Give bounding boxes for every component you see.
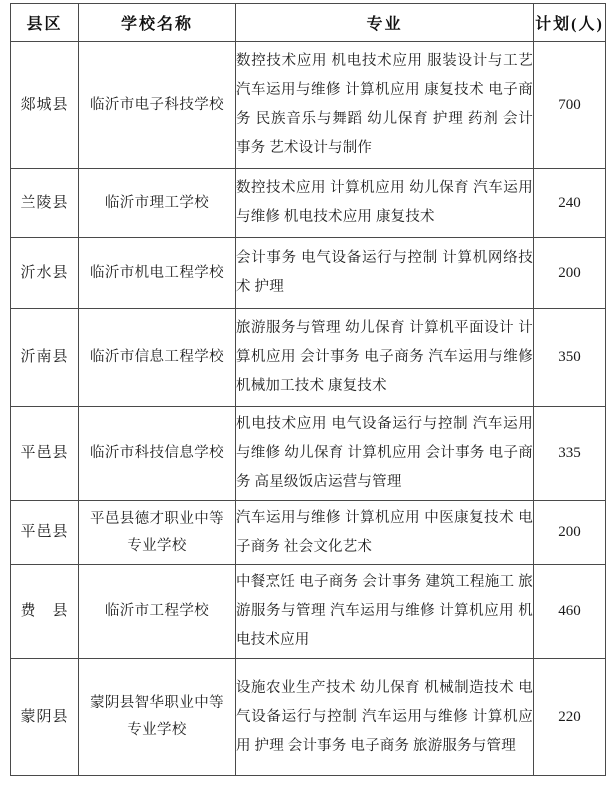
cell-major: 数控技术应用 计算机应用 幼儿保育 汽车运用与维修 机电技术应用 康复技术 bbox=[236, 169, 534, 238]
cell-major: 中餐烹饪 电子商务 会计事务 建筑工程施工 旅游服务与管理 汽车运用与维修 计算机应用 机电技术应用 bbox=[236, 565, 534, 659]
cell-district: 郯城县 bbox=[11, 42, 79, 169]
school-name-line: 临沂市理工学校 bbox=[104, 194, 210, 211]
column-header-school: 学校名称 bbox=[79, 4, 236, 42]
cell-school bbox=[79, 501, 236, 565]
table-row bbox=[11, 407, 606, 501]
table-header bbox=[11, 4, 606, 42]
school-name-line: 临沂市工程学校 bbox=[104, 603, 210, 620]
cell-quota: 700 bbox=[534, 42, 606, 169]
cell-district: 沂水县 bbox=[11, 238, 79, 309]
table-row bbox=[11, 501, 606, 565]
cell-district: 费 县 bbox=[11, 565, 79, 659]
school-name-line: 蒙阴县智华职业中等 bbox=[89, 695, 225, 712]
cell-quota: 335 bbox=[534, 407, 606, 501]
cell-school bbox=[79, 659, 236, 776]
column-header-district: 县区 bbox=[11, 4, 79, 42]
table-header-row bbox=[11, 4, 606, 42]
cell-district: 蒙阴县 bbox=[11, 659, 79, 776]
school-name-line: 临沂市科技信息学校 bbox=[89, 445, 225, 462]
cell-quota: 220 bbox=[534, 659, 606, 776]
cell-quota: 200 bbox=[534, 238, 606, 309]
cell-major: 机电技术应用 电气设备运行与控制 汽车运用与维修 幼儿保育 计算机应用 会计事务 电子商务 高星级饭店运营与管理 bbox=[236, 407, 534, 501]
cell-major: 汽车运用与维修 计算机应用 中医康复技术 电子商务 社会文化艺术 bbox=[236, 501, 534, 565]
table-row bbox=[11, 565, 606, 659]
cell-school bbox=[79, 565, 236, 659]
cell-major: 设施农业生产技术 幼儿保育 机械制造技术 电气设备运行与控制 汽车运用与维修 计算机应用 护理 会计事务 电子商务 旅游服务与管理 bbox=[236, 659, 534, 776]
cell-quota: 460 bbox=[534, 565, 606, 659]
cell-district: 平邑县 bbox=[11, 501, 79, 565]
table-body bbox=[11, 42, 606, 776]
table-row bbox=[11, 169, 606, 238]
school-name-line-2: 专业学校 bbox=[127, 537, 187, 554]
cell-district: 兰陵县 bbox=[11, 169, 79, 238]
cell-quota: 240 bbox=[534, 169, 606, 238]
cell-district: 沂南县 bbox=[11, 309, 79, 407]
school-name-line: 平邑县德才职业中等 bbox=[89, 510, 225, 527]
cell-major: 数控技术应用 机电技术应用 服装设计与工艺 汽车运用与维修 计算机应用 康复技术 电子商务 民族音乐与舞蹈 幼儿保育 护理 药剂 会计事务 艺术设计与制作 bbox=[236, 42, 534, 169]
cell-quota: 350 bbox=[534, 309, 606, 407]
column-header-quota: 计划(人) bbox=[534, 4, 606, 42]
school-name-line-2: 专业学校 bbox=[127, 722, 187, 738]
cell-school bbox=[79, 238, 236, 309]
enrollment-plan-table bbox=[10, 3, 606, 776]
cell-school bbox=[79, 309, 236, 407]
table-row bbox=[11, 309, 606, 407]
table-row bbox=[11, 42, 606, 169]
cell-school bbox=[79, 169, 236, 238]
table-row bbox=[11, 238, 606, 309]
cell-major: 会计事务 电气设备运行与控制 计算机网络技术 护理 bbox=[236, 238, 534, 309]
table-row bbox=[11, 659, 606, 776]
column-header-major: 专业 bbox=[236, 4, 534, 42]
cell-school bbox=[79, 407, 236, 501]
cell-district: 平邑县 bbox=[11, 407, 79, 501]
cell-school bbox=[79, 42, 236, 169]
cell-quota: 200 bbox=[534, 501, 606, 565]
cell-major: 旅游服务与管理 幼儿保育 计算机平面设计 计算机应用 会计事务 电子商务 汽车运用与维修 机械加工技术 康复技术 bbox=[236, 309, 534, 407]
school-name-line: 临沂市机电工程学校 bbox=[89, 264, 225, 281]
school-name-line: 临沂市信息工程学校 bbox=[89, 349, 225, 366]
school-name-line: 临沂市电子科技学校 bbox=[89, 96, 225, 113]
